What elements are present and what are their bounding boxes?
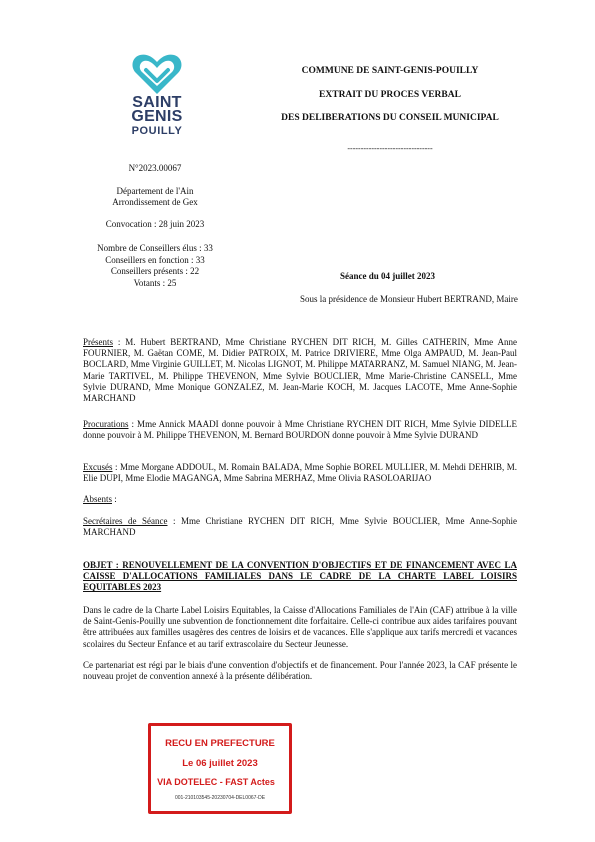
stamp-line-reference: 001-210103545-20230704-DEL0067-DE [174,795,266,801]
procurations-paragraph [83,419,517,441]
arrondissement: Arrondissement de Gex [112,197,198,207]
deliberation-number: N°2023.00067 [128,163,182,173]
municipality-logo [126,52,188,138]
header-deliberations: DES DELIBERATIONS DU CONSEIL MUNICIPAL [281,113,499,123]
conseillers-fonction: Conseillers en fonction : 33 [105,255,205,265]
logo-word-pouilly: POUILLY [131,125,183,137]
procurations-text: : Mme Annick MAADI donne pouvoir à Mme Christiane RYCHEN DIT RICH, Mme Sylvie DIDELLE donne pouvoir à M. Philippe THEVENON, M. Bernard BOURDON donne pouvoir à Mme Sylvie DURAND [83,419,517,441]
objet-label: OBJET [83,560,113,570]
convocation-date: Convocation : 28 juin 2023 [105,219,205,229]
absents-paragraph [83,494,517,505]
procurations-label: Procurations [83,419,129,429]
excuses-paragraph [83,462,517,484]
header-extrait: EXTRAIT DU PROCES VERBAL [319,90,461,100]
stamp-line-recu: RECU EN PREFECTURE [165,738,275,749]
excuses-label: Excusés [83,462,113,472]
presents-label: Présents [83,337,113,347]
stamp-line-date: Le 06 juillet 2023 [182,758,258,769]
conseillers-elus: Nombre de Conseillers élus : 33 [97,243,213,253]
absents-label: Absents [83,494,112,504]
secretaires-text: : Mme Christiane RYCHEN DIT RICH, Mme Sylvie BOUCLIER, Mme Anne-Sophie MARCHAND [83,516,517,538]
objet-text: : RENOUVELLEMENT DE LA CONVENTION D'OBJECTIFS ET DE FINANCEMENT AVEC LA CAISSE D'ALLOCATIONS FAMILIALES DANS LE CADRE DE LA CHARTE LABEL LOISIRS EQUITABLES 2023 [83,560,517,593]
body-paragraph-2: Ce partenariat est régi par le biais d'une convention d'objectifs et de financement. Pour l'année 2023, la CAF présente le nouveau projet de convention annexé à la présente délibération. [83,660,517,682]
header-commune: COMMUNE DE SAINT-GENIS-POUILLY [301,66,479,76]
objet-paragraph [83,560,517,594]
conseillers-presents: Conseillers présents : 22 [110,266,200,276]
secretaires-paragraph [83,516,517,538]
logo-wordmark [126,96,188,138]
departement: Département de l'Ain [116,186,194,196]
stamp-line-via: VIA DOTELEC - FAST Actes [157,777,275,787]
absents-text: : [112,494,117,504]
heart-logo-icon [130,52,184,96]
logo-word-saint: SAINT [132,94,182,111]
votants: Votants : 25 [133,278,177,288]
prefecture-stamp [148,723,292,814]
presents-paragraph [83,337,517,404]
secretaires-label: Secrétaires de Séance [83,516,168,526]
body-paragraph-1: Dans le cadre de la Charte Label Loisirs Equitables, la Caisse d'Allocations Familiales de l'Ain (CAF) attribue à la ville de Saint-Genis-Pouilly une subvention de fonctionnement dite forfaitaire. Celle-ci contribue aux aides tarifaires pouvant être attribuées aux familles usagères des centres de loisirs et de vacances. Elle s'applique aux tarifs mercredi et vacances scolaires du Secteur Enfance et au tarif extrascolaire du Secteur Jeunesse. [83,605,517,649]
seance-date: Séance du 04 juillet 2023 [340,271,436,281]
header-divider: -------------------------------- [347,144,433,153]
seance-presidence: Sous la présidence de Monsieur Hubert BERTRAND, Maire [300,294,518,304]
logo-word-genis: GENIS [131,108,183,125]
presents-text: : M. Hubert BERTRAND, Mme Christiane RYCHEN DIT RICH, M. Gilles CATHERIN, Mme Anne FOURNIER, M. Gaëtan COME, M. Didier PATROIX, M. Patrice DRIVIERE, Mme Olga AMPAUD, M. Jean-Paul BOCLARD, Mme Virginie GUILLET, M. Nicolas LIGNOT, M. Philippe MATARRANZ, M. Samuel NIANG, M. Jean-Marie TARTIVEL, M. Philippe THEVENON, Mme Sylvie BOUCLIER, Mme Marie-Christine CANSELL, Mme Sylvie DURAND, Mme Monique GONZALEZ, M. Jean-Marie KOCH, M. Jacques LACOTE, Mme Anne-Sophie MARCHAND [83,337,517,404]
excuses-text: : Mme Morgane ADDOUL, M. Romain BALADA, Mme Sophie BOREL MULLIER, M. Mehdi DEHRIB, M. Elie DUPI, Mme Elodie MAGANGA, Mme Sabrina MERHAZ, Mme Olivia RASOLOARIJAO [83,462,517,484]
